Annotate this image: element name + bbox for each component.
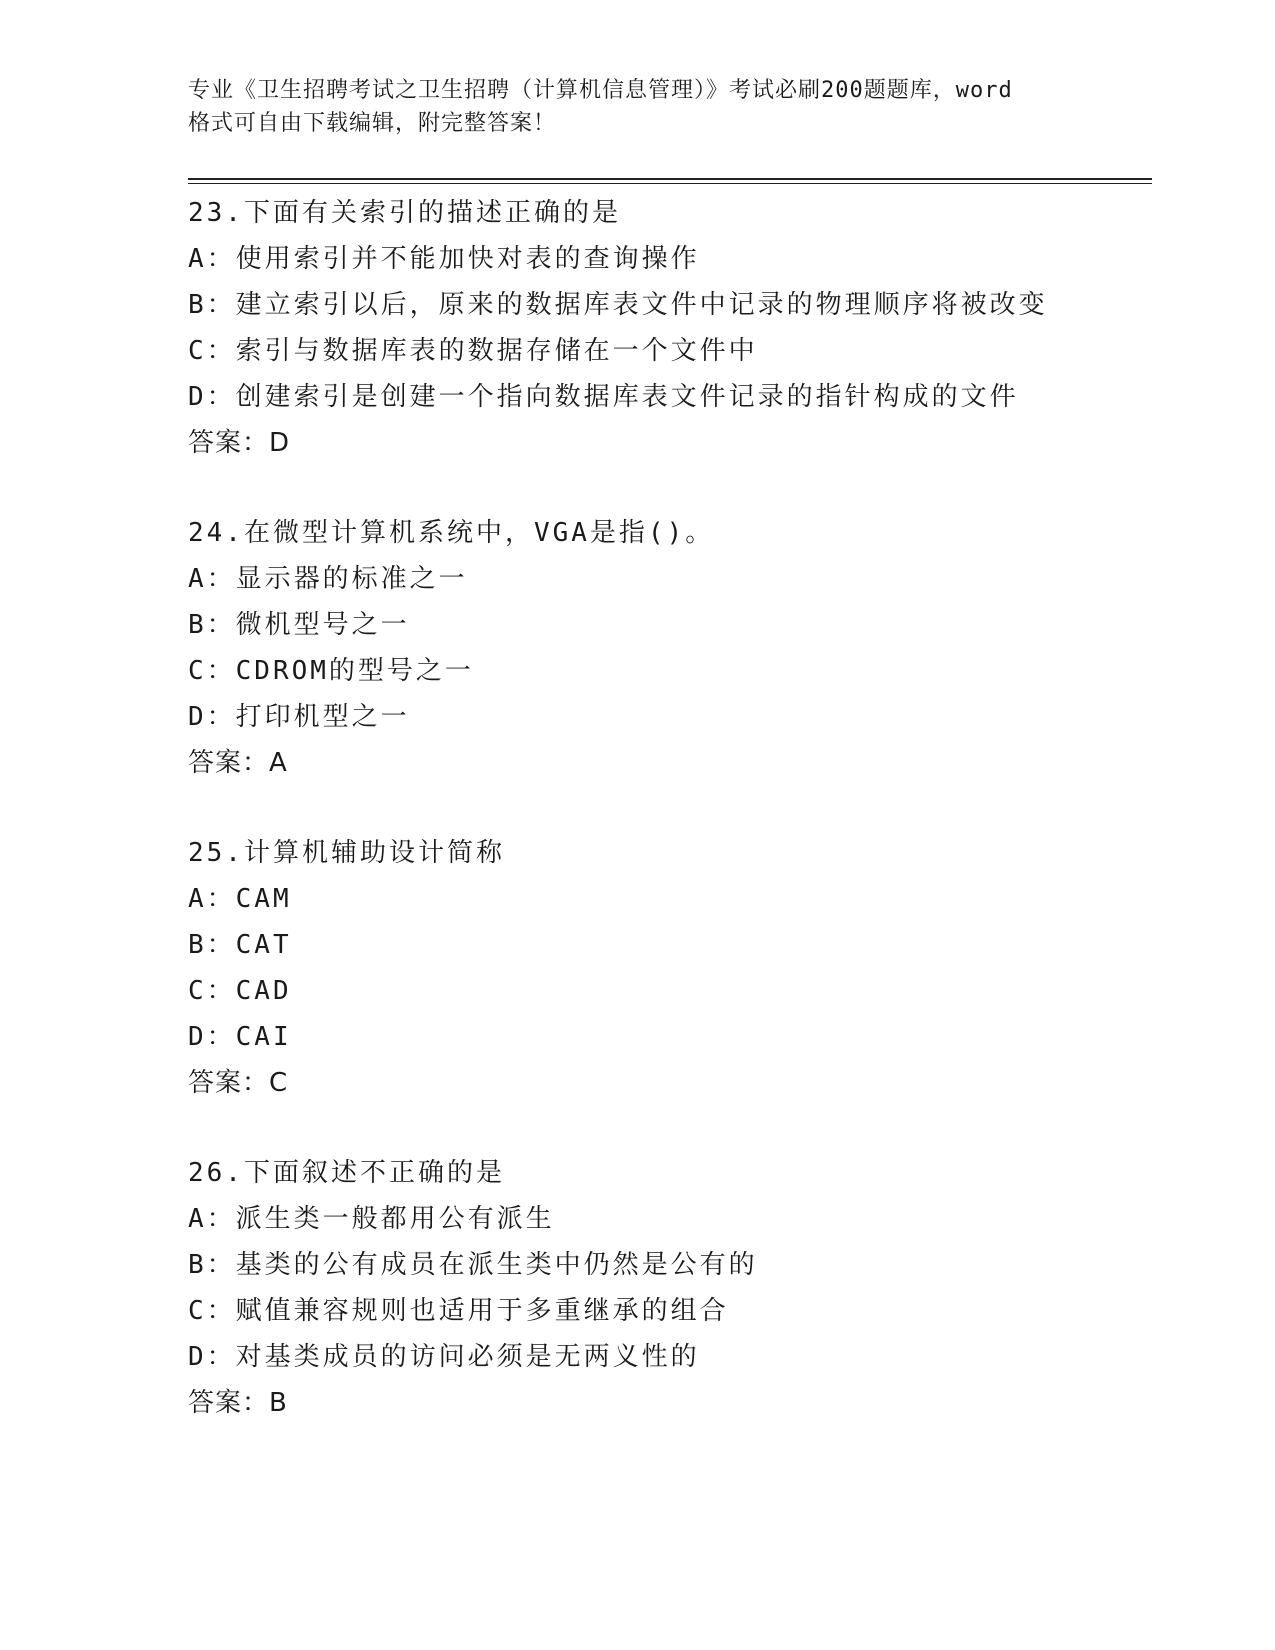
option-c: C：CAD (188, 976, 292, 1006)
option-d: D：创建索引是创建一个指向数据库表文件记录的指针构成的文件 (188, 382, 1019, 412)
question-23 (188, 190, 1148, 510)
answer: 答案：D (188, 428, 291, 458)
answer: 答案：A (188, 748, 288, 778)
option-c: C：赋值兼容规则也适用于多重继承的组合 (188, 1296, 729, 1326)
question-stem: 24.在微型计算机系统中，VGA是指()。 (188, 518, 715, 548)
answer: 答案：B (188, 1388, 288, 1418)
option-b: B：微机型号之一 (188, 610, 410, 640)
header-line-2: 格式可自由下载编辑，附完整答案！ (188, 111, 557, 136)
option-b: B：基类的公有成员在派生类中仍然是公有的 (188, 1250, 758, 1280)
option-c: C：索引与数据库表的数据存储在一个文件中 (188, 336, 758, 366)
option-d: D：CAI (188, 1022, 292, 1052)
header-line-1: 专业《卫生招聘考试之卫生招聘（计算机信息管理）》考试必刷200题题库，word (188, 78, 1013, 103)
option-d: D：打印机型之一 (188, 702, 410, 732)
option-d: D：对基类成员的访问必须是无两义性的 (188, 1342, 700, 1372)
question-stem: 26.下面叙述不正确的是 (188, 1158, 505, 1188)
option-a: A：派生类一般都用公有派生 (188, 1204, 555, 1234)
question-25 (188, 830, 1148, 1150)
option-a: A：使用索引并不能加快对表的查询操作 (188, 244, 700, 274)
option-c: C：CDROM的型号之一 (188, 656, 474, 686)
question-26 (188, 1150, 1148, 1470)
option-a: A：CAM (188, 884, 292, 914)
question-stem: 25.计算机辅助设计简称 (188, 838, 505, 868)
answer: 答案：C (188, 1068, 289, 1098)
question-list (188, 190, 1148, 1470)
question-24 (188, 510, 1148, 830)
option-b: B：CAT (188, 930, 292, 960)
header-divider (188, 178, 1152, 184)
option-a: A：显示器的标准之一 (188, 564, 468, 594)
document-header (188, 74, 1108, 140)
option-b: B：建立索引以后，原来的数据库表文件中记录的物理顺序将被改变 (188, 290, 1048, 320)
question-stem: 23.下面有关索引的描述正确的是 (188, 198, 621, 228)
